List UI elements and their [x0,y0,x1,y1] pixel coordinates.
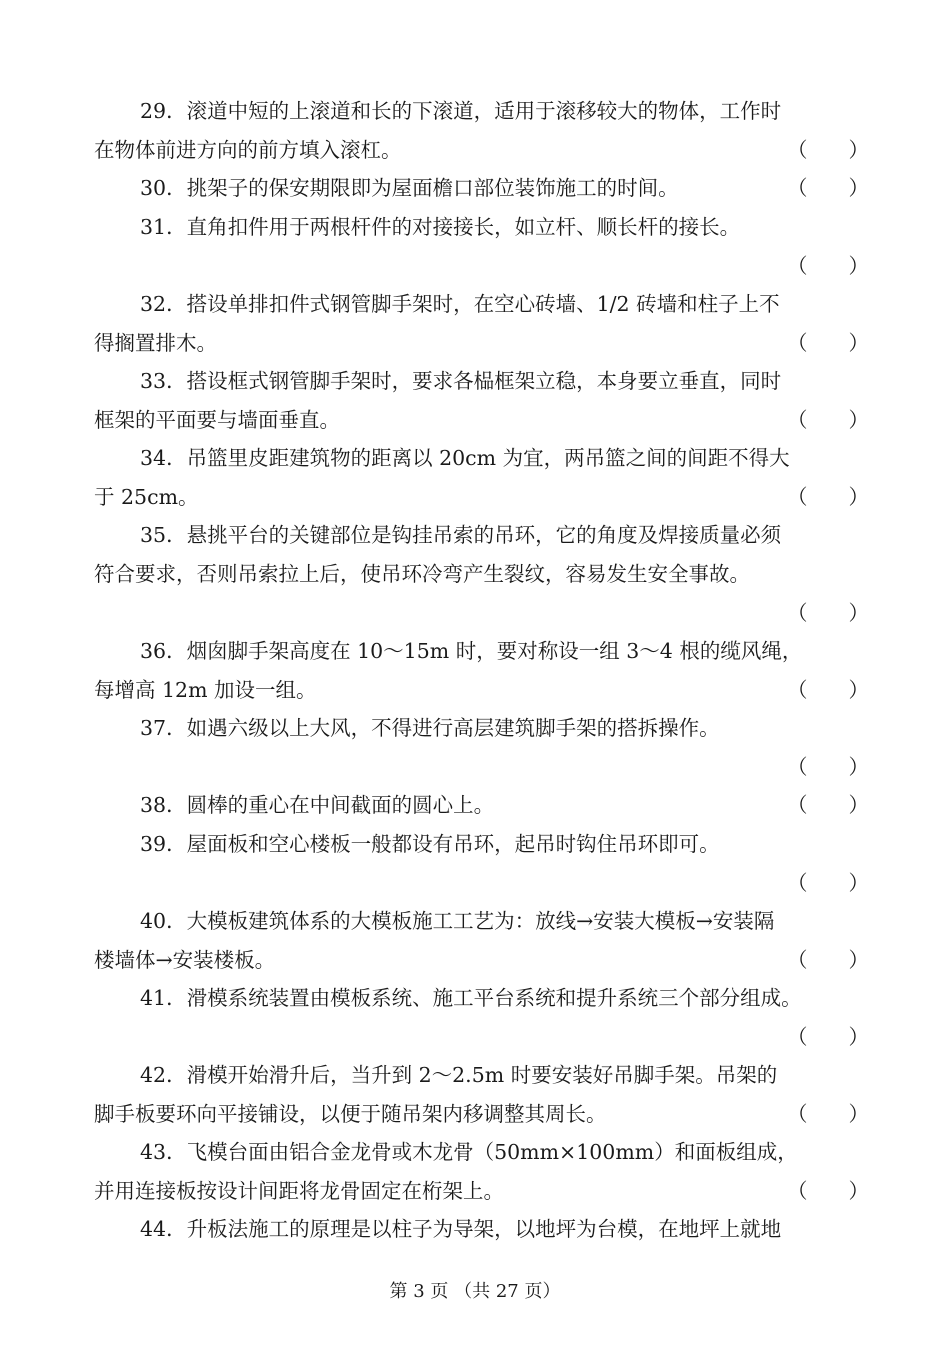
q31-answer-paren[interactable]: （ ） [787,254,869,278]
q43-line-1: 43．飞模台面由铝合金龙骨或木龙骨（50mm×100mm）和面板组成， [140,1140,798,1164]
q40-answer-paren[interactable]: （ ） [787,948,869,972]
q31-line-1: 31．直角扣件用于两根杆件的对接接长，如立杆、顺长杆的接长。 [140,215,741,239]
q30-line-1: 30．挑架子的保安期限即为屋面檐口部位装饰施工的时间。 [140,176,679,200]
q35-line-2: 符合要求，否则吊索拉上后，使吊环冷弯产生裂纹，容易发生安全事故。 [94,562,750,586]
q33-line-2: 框架的平面要与墙面垂直。 [94,408,340,432]
q39-line-1: 39．屋面板和空心楼板一般都设有吊环，起吊时钩住吊环即可。 [140,832,720,856]
q29-answer-paren[interactable]: （ ） [787,138,869,162]
page-footer: 第 3 页 （共 27 页） [389,1281,561,1302]
q36-line-2: 每增高 12m 加设一组。 [94,678,317,702]
q42-answer-paren[interactable]: （ ） [787,1102,869,1126]
q39-answer-paren[interactable]: （ ） [787,871,869,895]
q38-answer-paren[interactable]: （ ） [787,793,869,817]
q30-answer-paren[interactable]: （ ） [787,176,869,200]
q35-line-1: 35．悬挑平台的关键部位是钩挂吊索的吊环，它的角度及焊接质量必须 [140,523,782,547]
q35-answer-paren[interactable]: （ ） [787,601,869,625]
q41-answer-paren[interactable]: （ ） [787,1025,869,1049]
q36-answer-paren[interactable]: （ ） [787,678,869,702]
q29-line-2: 在物体前进方向的前方填入滚杠。 [94,138,402,162]
q37-answer-paren[interactable]: （ ） [787,755,869,779]
q41-line-1: 41．滑模系统装置由模板系统、施工平台系统和提升系统三个部分组成。 [140,986,802,1010]
q32-line-1: 32．搭设单排扣件式钢管脚手架时，在空心砖墙、1/2 砖墙和柱子上不 [140,292,780,316]
q40-line-2: 楼墙体→安装楼板。 [94,948,276,972]
q36-line-1: 36．烟囱脚手架高度在 10～15m 时，要对称设一组 3～4 根的缆风绳， [140,639,803,663]
q33-answer-paren[interactable]: （ ） [787,408,869,432]
q34-line-1: 34．吊篮里皮距建筑物的距离以 20cm 为宜，两吊篮之间的间距不得大 [140,446,790,470]
q44-line-1: 44．升板法施工的原理是以柱子为导架，以地坪为台模，在地坪上就地 [140,1217,782,1241]
q38-line-1: 38．圆棒的重心在中间截面的圆心上。 [140,793,495,817]
q43-answer-paren[interactable]: （ ） [787,1179,869,1203]
q40-line-1: 40．大模板建筑体系的大模板施工工艺为：放线→安装大模板→安装隔 [140,909,775,933]
q42-line-2: 脚手板要环向平接铺设，以便于随吊架内移调整其周长。 [94,1102,607,1126]
q34-answer-paren[interactable]: （ ） [787,485,869,509]
q34-line-2: 于 25cm。 [94,485,199,509]
q43-line-2: 并用连接板按设计间距将龙骨固定在桁架上。 [94,1179,504,1203]
q29-line-1: 29．滚道中短的上滚道和长的下滚道，适用于滚移较大的物体，工作时 [140,99,782,123]
q32-line-2: 得搁置排木。 [94,331,217,355]
q42-line-1: 42．滑模开始滑升后，当升到 2～2.5m 时要安装好吊脚手架。吊架的 [140,1063,778,1087]
q33-line-1: 33．搭设框式钢管脚手架时，要求各榀框架立稳，本身要立垂直，同时 [140,369,782,393]
q37-line-1: 37．如遇六级以上大风，不得进行高层建筑脚手架的搭拆操作。 [140,716,720,740]
q32-answer-paren[interactable]: （ ） [787,331,869,355]
